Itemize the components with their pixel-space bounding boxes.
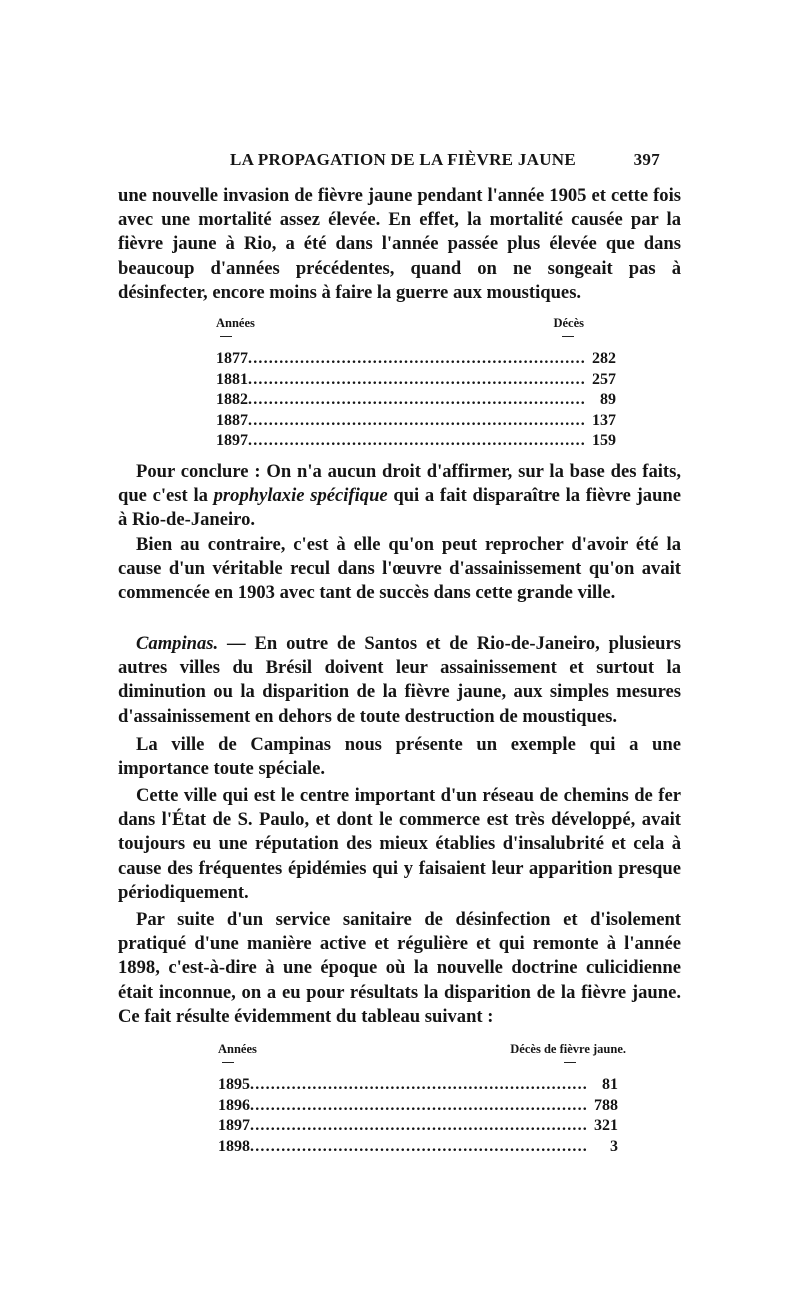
emphasis-prophylaxie: prophylaxie spécifique [213,485,388,507]
table-row: 1895 ................................................................. 81 [218,1076,618,1093]
paragraph-campinas-description: Cette ville qui est le centre important d'un réseau de chemins de fer dans l'État de S. Paulo, et dont le commerce est très développé, avait toujours eu une réputation des mieux établies d'insalubrité et cela à cause des fréquentes épidémies qui y faisaient leur apparition presque périodiquement. [118,785,681,903]
year-cell: 1881 [216,370,248,388]
paragraph-conclusion: Pour conclure : On n'a aucun droit d'affirmer, sur la base des faits, que c'est la prophylaxie spécifique qui a fait disparaître la fièvre jaune à Rio-de-Janeiro. [118,461,682,531]
table-row: 1882 ................................................................. 89 [216,391,616,408]
year-cell: 1898 [218,1137,250,1155]
table-row: 1896 ................................................................. 788 [218,1096,618,1114]
table-row: 1897 ................................................................. 321 [218,1117,618,1134]
running-head-title: LA PROPAGATION DE LA FIÈVRE JAUNE [230,150,576,169]
table-header [216,316,584,336]
year-cell: 1896 [218,1096,250,1114]
column-header-deaths: Décès [553,316,584,330]
running-head [230,150,660,170]
table-body [216,350,616,453]
column-header-years: Années [218,1042,257,1056]
table-row: 1887 ................................................................. 137 [216,411,616,429]
table-row: 1877 ................................................................. 282 [216,350,616,367]
deaths-cell: 321 [594,1117,618,1134]
deaths-cell: 788 [594,1096,618,1114]
paragraph-campinas-example: La ville de Campinas nous présente un exemple qui a une importance toute spéciale. [118,734,681,780]
deaths-cell: 257 [592,370,616,388]
mortality-table-rio [216,316,616,453]
table-header [218,1042,626,1062]
column-header-years: Années [216,316,255,330]
page-number: 397 [633,150,660,169]
deaths-cell: 3 [610,1137,618,1155]
paragraph-campinas-intro: Campinas. — En outre de Santos et de Rio-de-Janeiro, plusieurs autres villes du Brésil doivent leur assainissement et surtout la diminution ou la disparition de la fièvre jaune, aux simples mesures d'assainissement en dehors de toute destruction de moustiques. [118,633,681,727]
table-row: 1897 ................................................................. 159 [216,432,616,449]
table-body [218,1076,618,1158]
column-header-deaths: Décès de fièvre jaune. [510,1042,626,1056]
year-cell: 1897 [218,1117,250,1134]
deaths-cell: 137 [592,411,616,429]
mortality-table-campinas [218,1042,626,1158]
paragraph-reproach: Bien au contraire, c'est à elle qu'on peut reprocher d'avoir été la cause d'un véritable recul dans l'œuvre d'assainissement qu'on avait commencée en 1903 avec tant de succès dans cette grande ville. [118,534,681,604]
paragraph-invasion-1905: une nouvelle invasion de fièvre jaune pendant l'année 1905 et cette fois avec une mortalité assez élevée. En effet, la mortalité causée par la fièvre jaune à Rio, a été dans l'année passée plus élevée que dans beaucoup d'années précédentes, quand on ne songeait pas à désinfecter, encore moins à faire la guerre aux moustiques. [118,185,681,303]
year-cell: 1895 [218,1076,250,1093]
table-row: 1881 ................................................................. 257 [216,370,616,388]
year-cell: 1882 [216,391,248,408]
paragraph-sanitary-service: Par suite d'un service sanitaire de désinfection et d'isolement pratiqué d'une manière active et régulière et qui remonte à l'année 1898, c'est-à-dire à une époque où la nouvelle doctrine culicidienne était inconnue, on a eu pour résultats la disparition de la fièvre jaune. Ce fait résulte évidemment du tableau suivant : [118,909,681,1027]
year-cell: 1877 [216,350,248,367]
section-title-campinas: Campinas. [136,633,219,654]
year-cell: 1897 [216,432,248,449]
year-cell: 1887 [216,411,248,429]
deaths-cell: 282 [592,350,616,367]
deaths-cell: 81 [602,1076,618,1093]
deaths-cell: 89 [600,391,616,408]
deaths-cell: 159 [592,432,616,449]
table-row: 1898 ................................................................. 3 [218,1137,618,1155]
